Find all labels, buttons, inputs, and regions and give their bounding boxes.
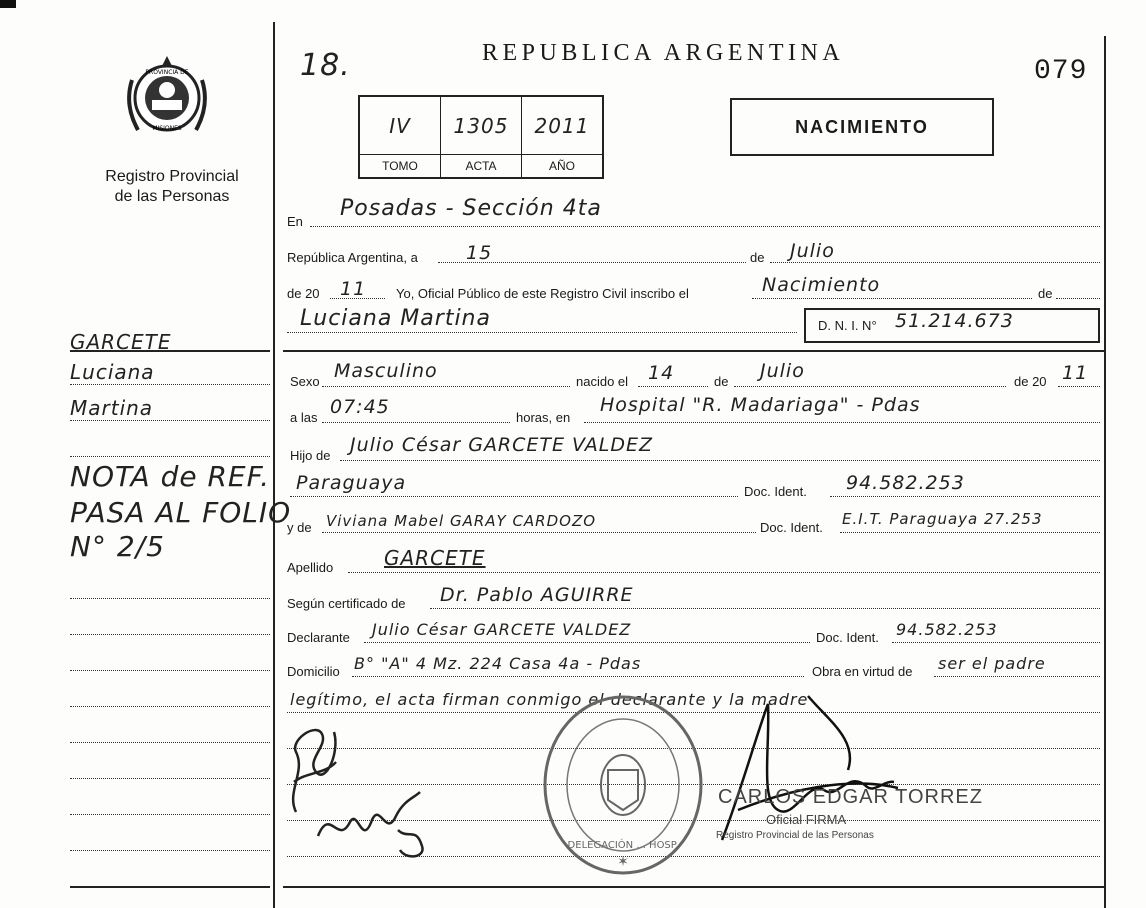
apellido-dotline xyxy=(348,572,1100,573)
logo-text-top: PROVINCIA DE xyxy=(145,69,189,76)
extra-line-value: legítimo, el acta firman conmigo el declarante y la madre xyxy=(290,690,809,709)
year-value: 11 xyxy=(340,278,367,300)
father-nat-dotline xyxy=(290,496,738,497)
father-dotline xyxy=(340,460,1100,461)
mother-value: Viviana Mabel GARAY CARDOZO xyxy=(326,512,597,530)
de-label-3: de xyxy=(714,374,729,389)
anio-value: 2011 xyxy=(534,113,590,138)
registry-line-1: Registro Provincial xyxy=(105,168,239,185)
domicilio-label: Domicilio xyxy=(287,664,340,679)
certificado-label: Según certificado de xyxy=(287,596,406,611)
yde-label: y de xyxy=(287,520,312,535)
born-day-value: 14 xyxy=(648,362,675,384)
hijo-label: Hijo de xyxy=(290,448,331,463)
seal-star: ✶ xyxy=(617,853,629,869)
horas-label: horas, en xyxy=(516,410,571,425)
acta-label: ACTA xyxy=(441,154,521,177)
doc-label-2: Doc. Ident. xyxy=(760,520,823,535)
apellido-label: Apellido xyxy=(287,560,334,575)
left-dotline-11 xyxy=(70,850,270,851)
certificado-value: Dr. Pablo AGUIRRE xyxy=(440,584,634,606)
logo-text-bottom: MISIONES xyxy=(152,125,182,132)
left-dotline-9 xyxy=(70,778,270,779)
left-frame-line xyxy=(273,22,275,908)
doc-label: Doc. Ident. xyxy=(744,484,807,499)
sexo-dotline xyxy=(322,386,570,387)
record-table xyxy=(358,95,604,179)
registry-line-2: de las Personas xyxy=(114,188,230,205)
left-note-1: NOTA de REF. xyxy=(70,460,271,493)
official-seal xyxy=(538,690,708,880)
obra-label: Obra en virtud de xyxy=(812,664,913,679)
left-dotline-1 xyxy=(70,384,270,385)
left-given-2: Martina xyxy=(70,396,154,420)
born-month-value: Julio xyxy=(760,360,805,382)
name-dotline xyxy=(287,332,797,333)
nacido-label: nacido el xyxy=(576,374,629,389)
tomo-value: IV xyxy=(389,113,411,138)
tomo-label: TOMO xyxy=(360,154,440,177)
acta-value: 1305 xyxy=(453,113,509,138)
en-label: En xyxy=(287,214,303,229)
left-dotline-6 xyxy=(70,670,270,671)
coat-of-arms-logo xyxy=(122,50,212,146)
en-value: Posadas - Sección 4ta xyxy=(340,196,602,221)
place-value: Hospital "R. Madariaga" - Pdas xyxy=(600,394,921,416)
born-year-value: 11 xyxy=(1062,362,1089,384)
row3-dotline-b xyxy=(752,298,1032,299)
folio-number: 079 xyxy=(1034,56,1088,87)
republica-label: República Argentina, a xyxy=(287,250,418,265)
inscribe-value: Nacimiento xyxy=(762,274,881,296)
name-value: Luciana Martina xyxy=(300,306,491,331)
left-given-1: Luciana xyxy=(70,360,155,384)
row3-dotline-c xyxy=(1056,298,1100,299)
left-dotline-3 xyxy=(70,456,270,457)
certificado-dotline xyxy=(430,608,1100,609)
doc-label-3: Doc. Ident. xyxy=(816,630,879,645)
born-year-dotline xyxy=(1058,386,1100,387)
domicilio-value: B° "A" 4 Mz. 224 Casa 4a - Pdas xyxy=(354,654,642,673)
hour-dotline xyxy=(322,422,510,423)
mother-dotline xyxy=(322,532,756,533)
stamp-officer-role: Oficial FIRMA xyxy=(766,812,847,827)
stamp-office: Registro Provincial de las Personas xyxy=(716,830,874,841)
acta-cell xyxy=(441,97,522,177)
en-dotline xyxy=(310,226,1100,227)
place-dotline xyxy=(584,422,1100,423)
left-dotline-2 xyxy=(70,420,270,421)
right-frame-line xyxy=(1104,36,1106,908)
de-label: de xyxy=(750,250,765,265)
de20-label-2: de 20 xyxy=(1014,374,1047,389)
seal-text: DELEGACIÓN ... HOSP. xyxy=(567,840,679,851)
mother-doc: E.I.T. Paraguaya 27.253 xyxy=(842,510,1043,528)
left-note-2: PASA AL FOLIO xyxy=(70,496,292,529)
father-value: Julio César GARCETE VALDEZ xyxy=(350,434,654,456)
declarante-value: Julio César GARCETE VALDEZ xyxy=(372,620,632,639)
record-type-box: NACIMIENTO xyxy=(730,98,994,156)
de20-label: de 20 xyxy=(287,286,320,301)
dni-label: D. N. I. N° xyxy=(818,318,877,333)
domicilio-dotline xyxy=(352,676,804,677)
declarante-doc: 94.582.253 xyxy=(896,620,998,639)
corner-handwritten-mark: 18. xyxy=(300,48,351,83)
declarante-doc-dotline xyxy=(892,642,1100,643)
father-doc: 94.582.253 xyxy=(846,472,965,494)
dni-value: 51.214.673 xyxy=(895,310,1014,332)
page-title: REPUBLICA ARGENTINA xyxy=(482,40,845,66)
hour-value: 07:45 xyxy=(330,396,390,418)
left-bottom-line xyxy=(70,886,270,888)
left-dotline-4 xyxy=(70,598,270,599)
sexo-label: Sexo xyxy=(290,374,320,389)
declarante-label: Declarante xyxy=(287,630,350,645)
left-dotline-10 xyxy=(70,814,270,815)
declarante-dotline xyxy=(364,642,810,643)
born-month-dotline xyxy=(734,386,1006,387)
form-bottom-line xyxy=(283,886,1104,888)
left-dotline-8 xyxy=(70,742,270,743)
oficial-label: Yo, Oficial Público de este Registro Civil inscribo el xyxy=(396,286,689,301)
anio-label: AÑO xyxy=(522,154,602,177)
corner-mark xyxy=(0,0,16,8)
tomo-cell xyxy=(360,97,441,177)
stamp-officer-name: CARLOS EDGAR TORREZ xyxy=(718,786,983,808)
apellido-value: GARCETE xyxy=(384,546,486,570)
left-dotline-7 xyxy=(70,706,270,707)
left-note-3: N° 2/5 xyxy=(70,530,165,563)
sexo-value: Masculino xyxy=(334,360,438,382)
father-doc-dotline xyxy=(830,496,1100,497)
alas-label: a las xyxy=(290,410,318,425)
month-value: Julio xyxy=(790,240,835,262)
row2-dotline-b xyxy=(770,262,1100,263)
de-label-2: de xyxy=(1038,286,1053,301)
obra-value: ser el padre xyxy=(938,654,1046,673)
registry-name xyxy=(80,167,264,207)
left-dotline-5 xyxy=(70,634,270,635)
day-value: 15 xyxy=(466,242,493,264)
anio-cell xyxy=(522,97,602,177)
witness-signature xyxy=(310,786,450,866)
mother-doc-dotline xyxy=(840,532,1100,533)
form-divider-line xyxy=(283,350,1104,352)
born-day-dotline xyxy=(638,386,708,387)
father-nationality: Paraguaya xyxy=(296,472,407,494)
left-surname: GARCETE xyxy=(70,330,172,354)
obra-dotline xyxy=(934,676,1100,677)
